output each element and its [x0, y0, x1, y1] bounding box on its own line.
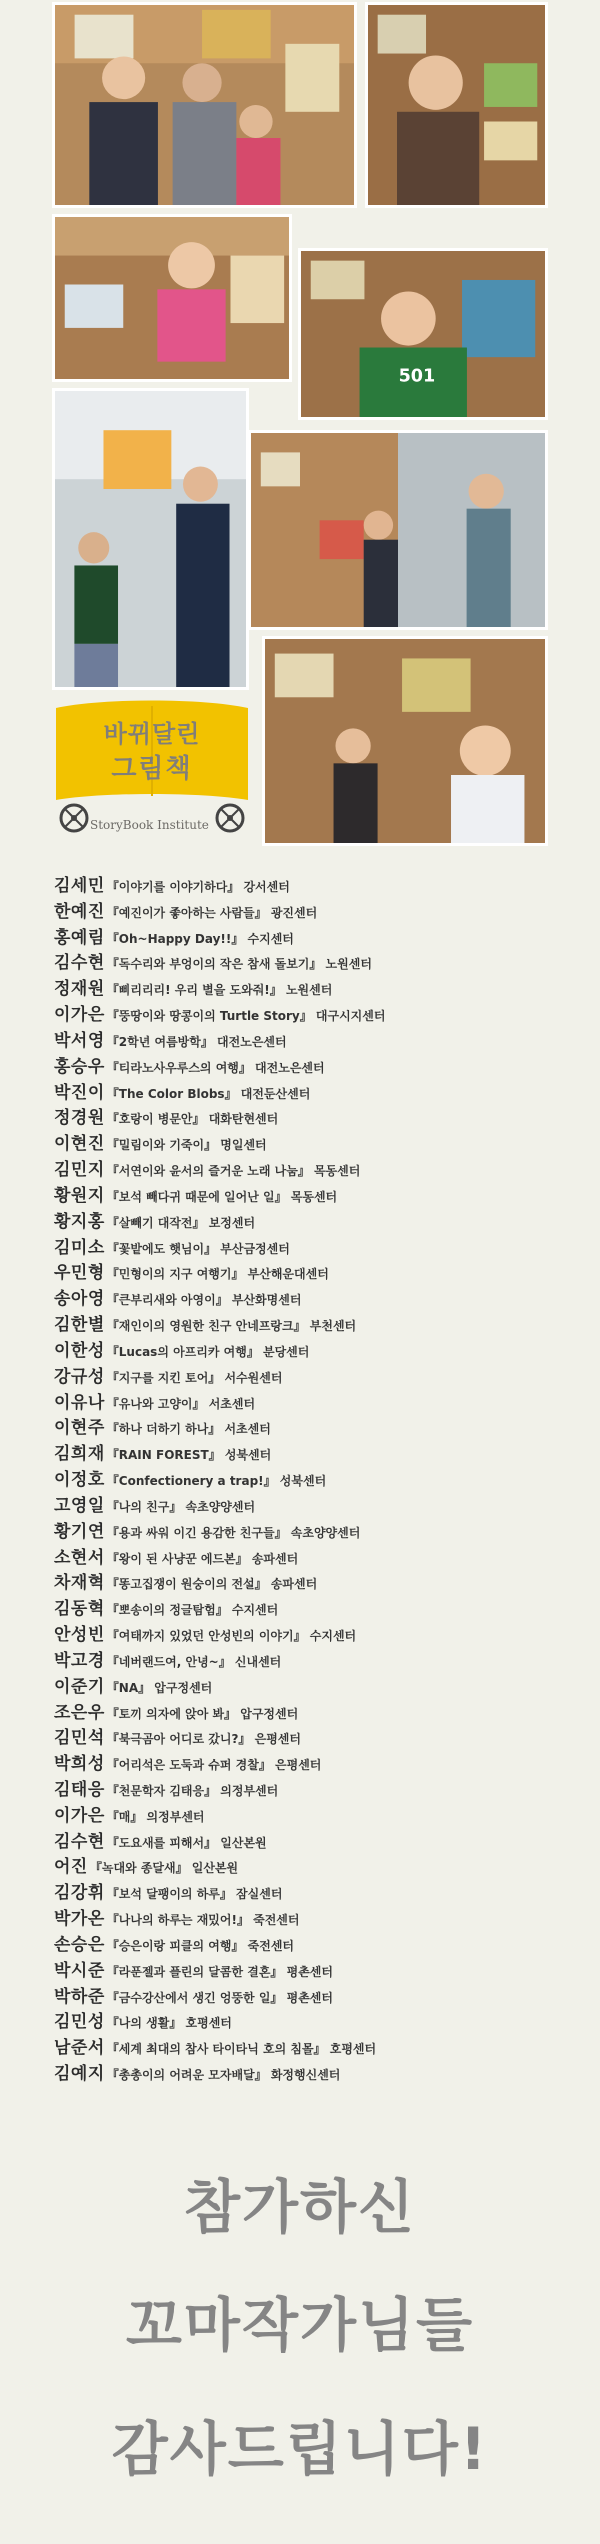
author-name: 황기연	[54, 1521, 105, 1542]
list-item	[54, 2035, 574, 2061]
work-title: 『토끼 의자에 앉아 봐』 압구정센터	[106, 1706, 299, 1721]
work-title: 『Oh~Happy Day!!』 수지센터	[106, 931, 294, 946]
work-title: 『도요새를 피해서』 일산본원	[106, 1835, 267, 1850]
work-title: 『삐리리리! 우리 별을 도와줘!』 노원센터	[106, 983, 333, 998]
logo-title-line2: 그림책	[111, 754, 193, 784]
list-item	[54, 2061, 574, 2087]
list-item	[54, 1183, 574, 1209]
author-name: 손승은	[54, 1934, 105, 1955]
work-title: 『북극곰아 어디로 갔니?』 은평센터	[106, 1732, 301, 1747]
work-title: 『녹대와 종달새』 일산본원	[89, 1861, 239, 1876]
work-title: 『꽃밭에도 햇님이』 부산금정센터	[106, 1241, 290, 1256]
work-title: 『매』 의정부센터	[106, 1809, 205, 1824]
work-title: 『서연이와 윤서의 즐거운 노래 나눔』 목동센터	[106, 1164, 361, 1179]
list-item	[54, 1700, 574, 1726]
list-item	[54, 1751, 574, 1777]
work-title: 『뽀송이의 정글탐험』 수지센터	[106, 1603, 279, 1618]
work-title: 『The Color Blobs』 대전둔산센터	[106, 1086, 311, 1101]
work-title: 『용과 싸워 이긴 용감한 친구들』 속초양양센터	[106, 1525, 361, 1540]
list-item	[54, 1390, 574, 1416]
author-name: 박시준	[54, 1960, 105, 1981]
credits-list	[54, 873, 574, 2087]
work-title: 『여태까지 있었던 안성빈의 이야기』 수지센터	[106, 1629, 357, 1644]
work-title: 『NA』 압구정센터	[106, 1680, 213, 1695]
work-title: 『큰부리새와 아영이』 부산화명센터	[106, 1293, 302, 1308]
author-name: 김수현	[54, 953, 105, 974]
list-item	[54, 2009, 574, 2035]
work-title: 『유나와 고양이』 서초센터	[106, 1396, 256, 1411]
author-name: 김희재	[54, 1444, 105, 1465]
work-title: 『똥고집쟁이 원숭이의 전설』 송파센터	[106, 1577, 318, 1592]
list-item	[54, 1906, 574, 1932]
work-title: 『Confectionery a trap!』 성북센터	[106, 1474, 327, 1489]
author-name: 박희성	[54, 1754, 105, 1775]
work-title: 『금수강산에서 생긴 엉뚱한 일』 평촌센터	[106, 1990, 333, 2005]
author-name: 이유나	[54, 1392, 105, 1413]
photo-boy-at-shelf	[365, 2, 548, 208]
author-name: 이현주	[54, 1418, 105, 1439]
list-item	[54, 1622, 574, 1648]
work-title: 『천문학자 김태응』 의정부센터	[106, 1783, 279, 1798]
work-title: 『재인이의 영원한 친구 안네프랑크』 부천센터	[106, 1319, 357, 1334]
author-name: 김강휘	[54, 1883, 105, 1904]
author-name: 김민지	[54, 1160, 105, 1181]
list-item	[54, 1493, 574, 1519]
photo-exhibition-hall	[52, 388, 249, 690]
list-item	[54, 976, 574, 1002]
author-name: 김한별	[54, 1315, 105, 1336]
work-title: 『보석 빼다귀 때문에 일어난 일』 목동센터	[106, 1189, 338, 1204]
author-name: 박하준	[54, 1986, 105, 2007]
author-name: 이준기	[54, 1676, 105, 1697]
list-item	[54, 1958, 574, 1984]
work-title: 『뚱땅이와 땅콩이의 Turtle Story』 대구시지센터	[106, 1009, 386, 1024]
work-title: 『하나 더하기 하나』 서초센터	[106, 1422, 271, 1437]
author-name: 김민성	[54, 2012, 105, 2033]
list-item	[54, 1131, 574, 1157]
author-name: 이가은	[54, 1005, 105, 1026]
photo-girl-with-book	[52, 214, 292, 382]
list-item	[54, 1674, 574, 1700]
author-name: 김수현	[54, 1831, 105, 1852]
author-name: 정재원	[54, 979, 105, 1000]
thanks-line1: 참가하신	[183, 2173, 417, 2241]
list-item	[54, 1932, 574, 1958]
photo-visitors-at-shelves	[248, 430, 548, 630]
author-name: 강규성	[54, 1366, 105, 1387]
author-name: 박가온	[54, 1909, 105, 1930]
author-name: 안성빈	[54, 1625, 105, 1646]
work-title: 『2학년 여름방학』 대전노은센터	[106, 1034, 287, 1049]
photo-kids-at-shelf	[262, 636, 548, 846]
author-name: 소현서	[54, 1547, 105, 1568]
list-item	[54, 1519, 574, 1545]
list-item	[54, 1415, 574, 1441]
work-title: 『지구를 지킨 토어』 서수원센터	[106, 1370, 283, 1385]
author-name: 정경원	[54, 1108, 105, 1129]
list-item	[54, 873, 574, 899]
list-item	[54, 1235, 574, 1261]
list-item	[54, 1338, 574, 1364]
work-title: 『이야기를 이야기하다』 강서센터	[106, 880, 290, 894]
work-title: 『왕이 된 사냥꾼 에드본』 송파센터	[106, 1551, 299, 1566]
author-name: 남준서	[54, 2038, 105, 2059]
list-item	[54, 1002, 574, 1028]
author-name: 김미소	[54, 1237, 105, 1258]
work-title: 『나나의 하루는 재밌어!』 죽전센터	[106, 1913, 300, 1928]
author-name: 이정호	[54, 1470, 105, 1491]
author-name: 우민형	[54, 1263, 105, 1284]
list-item	[54, 950, 574, 976]
svg-text:501: 501	[398, 366, 436, 387]
list-item	[54, 1209, 574, 1235]
author-name: 김세민	[54, 876, 105, 896]
author-name: 고영일	[54, 1495, 105, 1516]
list-item	[54, 1596, 574, 1622]
photo-family-at-exhibition	[52, 2, 357, 208]
work-title: 『살빼기 대작전』 보정센터	[106, 1215, 256, 1230]
author-name: 박서영	[54, 1030, 105, 1051]
author-name: 이가은	[54, 1805, 105, 1826]
list-item	[54, 1105, 574, 1131]
author-name: 김동혁	[54, 1599, 105, 1620]
author-name: 한예진	[54, 901, 105, 922]
list-item	[54, 1312, 574, 1338]
list-item	[54, 1157, 574, 1183]
work-title: 『민형이의 지구 여행기』 부산해운대센터	[106, 1267, 329, 1282]
list-item	[54, 925, 574, 951]
work-title: 『라푼젤과 플린의 달콤한 결혼』 평촌센터	[106, 1964, 333, 1979]
author-name: 이현진	[54, 1134, 105, 1155]
author-name: 이한성	[54, 1340, 105, 1361]
work-title: 『나의 친구』 속초양양센터	[106, 1499, 256, 1514]
work-title: 『RAIN FOREST』 성북센터	[106, 1448, 272, 1463]
list-item	[54, 1080, 574, 1106]
author-name: 황지홍	[54, 1211, 105, 1232]
list-item	[54, 1803, 574, 1829]
list-item	[54, 1286, 574, 1312]
list-item	[54, 1364, 574, 1390]
work-title: 『세계 최대의 참사 타이타닉 호의 침몰』 호평센터	[106, 2042, 377, 2057]
list-item	[54, 1054, 574, 1080]
logo-title-line1: 바뀌달린	[103, 720, 201, 748]
list-item	[54, 1648, 574, 1674]
author-name: 조은우	[54, 1702, 105, 1723]
list-item	[54, 1545, 574, 1571]
author-name: 홍승우	[54, 1056, 105, 1077]
author-name: 어진	[54, 1857, 88, 1878]
list-item	[54, 1028, 574, 1054]
list-item	[54, 1829, 574, 1855]
work-title: 『독수리와 부엉이의 작은 참새 돌보기』 노원센터	[106, 957, 372, 972]
author-name: 김태응	[54, 1779, 105, 1800]
thanks-line2: 꼬마작가님들	[125, 2291, 475, 2359]
work-title: 『총총이의 어려운 모자배달』 화정행신센터	[106, 2068, 341, 2083]
list-item	[54, 1441, 574, 1467]
work-title: 『티라노사우루스의 여행』 대전노은센터	[106, 1060, 325, 1075]
work-title: 『호랑이 병문안』 대화탄현센터	[106, 1112, 279, 1127]
list-item	[54, 1984, 574, 2010]
author-name: 박고경	[54, 1650, 105, 1671]
work-title: 『보석 달팽이의 하루』 잠실센터	[106, 1887, 283, 1902]
list-item	[54, 899, 574, 925]
author-name: 김예지	[54, 2064, 105, 2085]
author-name: 송아영	[54, 1289, 105, 1310]
list-item	[54, 1880, 574, 1906]
work-title: 『Lucas의 아프리카 여행』 분당센터	[106, 1344, 310, 1359]
work-title: 『나의 생활』 호평센터	[106, 2016, 232, 2031]
list-item	[54, 1854, 574, 1880]
list-item	[54, 1467, 574, 1493]
author-name: 황원지	[54, 1185, 105, 1206]
author-name: 김민석	[54, 1728, 105, 1749]
thanks-line3: 감사드립니다!	[111, 2415, 489, 2483]
work-title: 『네버랜드여, 안녕~』 신내센터	[106, 1654, 282, 1669]
logo-subtitle: StoryBook Institute	[90, 818, 209, 832]
list-item	[54, 1777, 574, 1803]
work-title: 『예진이가 좋아하는 사람들』 광진센터	[106, 905, 318, 920]
work-title: 『밀림이와 기죽이』 명일센터	[106, 1138, 267, 1153]
photo-boy-peace-sign	[298, 248, 548, 420]
author-name: 홍예림	[54, 927, 105, 948]
work-title: 『승은이랑 피클의 여행』 죽전센터	[106, 1938, 295, 1953]
list-item	[54, 1260, 574, 1286]
work-title: 『어리석은 도둑과 슈퍼 경찰』 은평센터	[106, 1758, 322, 1773]
list-item	[54, 1725, 574, 1751]
list-item	[54, 1570, 574, 1596]
storybook-institute-logo	[52, 700, 252, 850]
author-name: 차재혁	[54, 1573, 105, 1594]
author-name: 박진이	[54, 1082, 105, 1103]
